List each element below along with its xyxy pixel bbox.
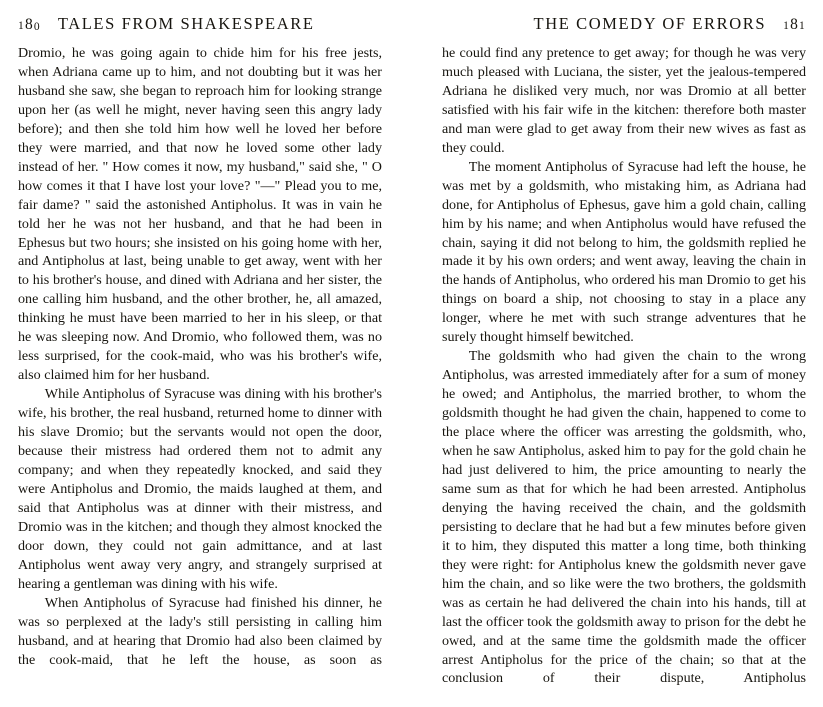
text-columns [0,44,823,707]
paragraph: Dromio, he was going again to chide him for his free jests, when Adriana came up to him, and not doubting but it was her husband she saw, she began to reproach him for looking strange upon her (as well he might, never having seen this angry lady before); and then she told him how well he loved her before they were married, and that now he loved some other lady instead of her. " How comes it now, my husband," said she, " O how comes it that I have lost your love? "—" Plead you to me, fair dame? " said the astonished Antipholus. It was in vain he told her he was not her husband, and that he had been in Ephesus but two hours; she insisted on his going home with her, and Antipholus at last, being unable to get away, went with her to his brother's house, and dined with Adriana and her sister, the one calling him husband, and the other brother, he, all amazed, thinking he must have been married to her in his sleep, or that he was sleeping now. And Dromio, who followed them, was no less surprised, for the cook-maid, who was his brother's wife, also claimed him for her husband. [18,45,382,384]
folio-digit: 0 [33,20,41,33]
folio-digit: 1 [18,19,25,32]
verso-book-title: TALES FROM SHAKESPEARE [57,14,315,33]
verso-running-head [18,13,315,35]
paragraph: When Antipholus of Syracuse had finished his dinner, he was so perplexed at the lady's still persisting in calling him husband, and at hearing that Dromio had also been claimed by the cook-maid, that he left the house, as soon as [18,594,382,668]
verso-page-number [18,17,41,33]
paragraph: The moment Antipholus of Syracuse had left the house, he was met by a goldsmith, who mistaking him, as Adriana had done, for Antipholus of Ephesus, gave him a gold chain, calling him by his name; and when Antipholus would have refused the chain, saying it did not belong to him, the goldsmith replied he made it by his own orders; and went away, leaving the chain in the hands of Antipholus, who ordered his man Dromio to get his things on board a ship, not choosing to stay in a place any longer, where he met with such strange adventures that he surely thought himself bewitched. [442,158,806,346]
paragraph: The goldsmith who had given the chain to the wrong Antipholus, was arrested immediately after for a sum of money he owed; and Antipholus, the married brother, to whom the goldsmith thought he had given the chain, happened to come to the place where the officer was arresting the goldsmith, who, when he saw Antipholus, asked him to pay for the gold chain he had just delivered to him, the price amounting to nearly the same sum as that for which he had been arrested. Antipholus denying the having received the chain, and the goldsmith persisting to declare that he had but a few minutes before given it to him, they disputed this matter a long time, both thinking they were right: for Antipholus knew the goldsmith never gave him the chain, and so like were the two brothers, the goldsmith was as certain he had delivered the chain into his hands, till at last the officer took the goldsmith away to prison for the debt he owed, and at the same time the goldsmith made the officer arrest Antipholus for the price of the chain; so that at the conclusion of their dispute, Antipholus [442,348,806,687]
folio-digit: 1 [783,19,791,32]
recto-chapter-title: THE COMEDY OF ERRORS [533,14,767,33]
verso-text-column [18,44,382,707]
paragraph: While Antipholus of Syracuse was dining with his brother's wife, his brother, the real husband, returned home to dinner with his slave Dromio; but the servants would not open the door, because their mistress had ordered them not to admit any company; and when they repeatedly knocked, and said they were Antipholus and Dromio, the maids laughed at them, and said that Antipholus was at dinner with their mistress, and Dromio was in the kitchen; and though they almost knocked the door down, they could not gain admittance, and at last Antipholus went away very angry, and strangely surprised at hearing a gentleman was dining with his wife. [18,386,382,592]
recto-page-number [783,17,806,33]
folio-digit: 8 [790,16,800,33]
paragraph: he could find any pretence to get away; for though he was very much pleased with Luciana, the sister, yet the jealous-tempered Adriana he disliked very much, nor was Dromio at all better satisfied with his fair wife in the kitchen: therefore both master and man were glad to get away from their new wives as fast as they could. [442,45,806,156]
recto-running-head [534,13,806,35]
folio-digit: 8 [24,16,34,33]
folio-digit: 1 [799,19,806,32]
recto-text-column [442,44,806,707]
